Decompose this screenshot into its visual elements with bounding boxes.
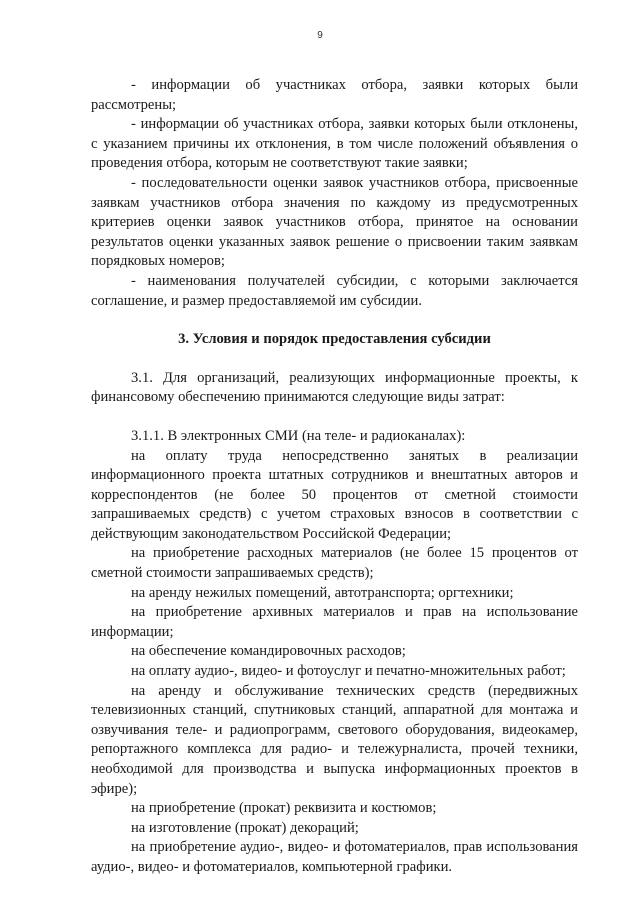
list-item: - информации об участниках отбора, заявки которых были рассмотрены;: [91, 77, 578, 113]
clause-3-1-1: 3.1.1. В электронных СМИ (на теле- и радиоканалах):: [131, 427, 466, 444]
list-item: - последовательности оценки заявок участников отбора, присвоенные заявкам участников отбора значения по каждому из предусмотренных критериев оценки заявок участников отбора, принятое на основании результатов оценки указанных заявок решение о присвоении таким заявкам порядковых номеров;: [91, 174, 578, 270]
list-item: - наименования получателей субсидии, с которыми заключается соглашение, и размер предоставляемой им субсидии.: [91, 272, 578, 309]
expense-item: на приобретение расходных материалов (не более 15 процентов от сметной стоимости запрашиваемых средств);: [91, 545, 578, 582]
expense-item: на оплату труда непосредственно занятых в реализации информационного проекта штатных сотрудников и внештатных авторов и корреспондентов (не более 50 процентов от сметной стоимости запрашиваемых средств) с учетом страховых взносов в соответствии с действующим законодательством Российской Федерации;: [91, 447, 578, 542]
section-title: 3. Условия и порядок предоставления субсидии: [178, 331, 491, 348]
expense-item: на изготовление (прокат) декораций;: [131, 819, 359, 836]
expense-item: на приобретение архивных материалов и прав на использование информации;: [91, 604, 578, 640]
expense-item: на обеспечение командировочных расходов;: [131, 643, 406, 660]
document-body: [91, 76, 578, 878]
expense-item: на оплату аудио-, видео- и фотоуслуг и печатно-множительных работ;: [131, 663, 566, 680]
list-item: - информации об участниках отбора, заявки которых были отклонены, с указанием причины их отклонения, в том числе положений объявления о проведения отбора, которым не соответствуют такие заявки;: [91, 116, 578, 172]
expense-item: на приобретение (прокат) реквизита и костюмов;: [131, 800, 437, 817]
clause-3-1: 3.1. Для организаций, реализующих информационные проекты, к финансовому обеспечению принимаются следующие виды затрат:: [91, 369, 578, 406]
expense-item: на аренду нежилых помещений, автотранспорта; оргтехники;: [131, 584, 514, 601]
page-number: 9: [317, 30, 323, 41]
expense-item: на приобретение аудио-, видео- и фотоматериалов, прав использования аудио-, видео- и фотоматериалов, компьютерной графики.: [91, 839, 578, 875]
expense-item: на аренду и обслуживание технических средств (передвижных телевизионных станций, спутниковых станций, аппаратной для монтажа и озвучивания теле- и радиопрограмм, светового оборудования, видеокамер, репортажного комплекса для радио- и тележурналиста, прочей техники, необходимой для производства и выпуска информационных проектов в эфире);: [91, 682, 578, 797]
